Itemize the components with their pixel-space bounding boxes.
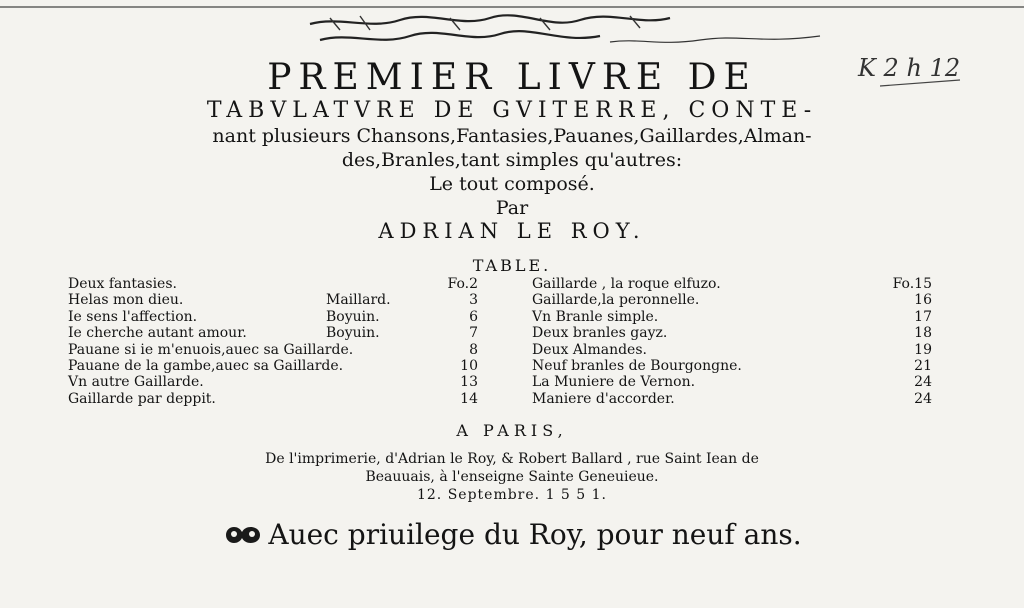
toc-folio: 6	[469, 308, 478, 325]
toc-row	[68, 391, 478, 407]
toc-row	[68, 374, 478, 390]
title-line-6: Par	[495, 197, 529, 219]
toc-row	[532, 292, 932, 308]
table-heading: TABLE.	[472, 256, 552, 275]
toc-title: Pauane de la gambe,auec sa Gaillarde.	[68, 357, 344, 374]
toc-title: Ie sens l'affection.	[68, 308, 198, 325]
toc-folio: 8	[469, 341, 478, 358]
toc-folio: 13	[460, 374, 478, 391]
toc-title: Pauane si ie m'enuois,auec sa Gaillarde.	[68, 341, 354, 358]
toc-folio: 24	[914, 390, 932, 407]
toc-title: Gaillarde , la roque elfuzo.	[532, 276, 721, 292]
toc-row	[68, 342, 478, 358]
toc-folio: Fo.15	[892, 276, 932, 292]
toc-folio: 10	[460, 357, 478, 374]
toc-row	[532, 342, 932, 358]
toc-folio: 3	[469, 292, 478, 309]
toc-row	[68, 325, 478, 341]
toc-title: Vn Branle simple.	[532, 308, 659, 325]
toc-folio: 19	[914, 341, 932, 358]
toc-composer: Boyuin.	[326, 308, 380, 325]
author-name: ADRIAN LE ROY.	[378, 219, 646, 243]
toc-row	[532, 309, 932, 325]
toc-folio: 17	[914, 308, 932, 325]
title-line-3: nant plusieurs Chansons,Fantasies,Pauanes,Gaillardes,Alman-	[212, 125, 812, 147]
toc-folio: 18	[914, 325, 932, 342]
toc-title: Vn autre Gaillarde.	[68, 374, 204, 391]
table-right-column	[532, 276, 932, 407]
privilege-line	[0, 516, 1024, 554]
toc-title: Maniere d'accorder.	[532, 390, 675, 407]
toc-composer: Maillard.	[326, 292, 391, 309]
imprint-city: A PARIS,	[456, 421, 568, 440]
toc-row	[68, 292, 478, 308]
title-line-4: des,Branles,tant simples qu'autres:	[341, 149, 683, 171]
toc-folio: 7	[469, 325, 478, 342]
imprint-line-1: De l'imprimerie, d'Adrian le Roy, & Robert Ballard , rue Saint Iean de	[265, 451, 759, 467]
toc-folio: 21	[914, 357, 932, 374]
title-line-1: PREMIER LIVRE DE	[267, 57, 757, 98]
toc-folio: Fo.2	[447, 276, 478, 292]
title-line-2: TABVLATVRE DE GVITERRE, CONTE-	[206, 98, 818, 123]
privilege-text: Auec priuilege du Roy, pour neuf ans.	[268, 518, 802, 551]
toc-folio: 16	[914, 292, 932, 309]
svg-text:K 2 h 12: K 2 h 12	[858, 54, 961, 82]
toc-title: Gaillarde,la peronnelle.	[532, 292, 700, 309]
toc-row	[532, 358, 932, 374]
toc-row	[68, 309, 478, 325]
toc-row	[532, 374, 932, 390]
toc-title: Ie cherche autant amour.	[68, 325, 247, 342]
table-left-column	[68, 276, 478, 407]
toc-composer: Boyuin.	[326, 325, 380, 342]
toc-folio: 14	[460, 390, 478, 407]
toc-row	[532, 325, 932, 341]
toc-title: Deux fantasies.	[68, 276, 177, 292]
title-line-5: Le tout composé.	[429, 173, 595, 195]
toc-title: Helas mon dieu.	[68, 292, 184, 309]
imprint-line-2: Beauuais, à l'enseigne Sainte Geneuieue.	[365, 469, 659, 485]
toc-row	[68, 358, 478, 374]
toc-folio: 24	[914, 374, 932, 391]
toc-title: Gaillarde par deppit.	[68, 390, 216, 407]
fleuron-ornament-icon	[222, 522, 264, 548]
imprint-date: 12. Septembre. 1 5 5 1.	[416, 487, 607, 503]
toc-title: Neuf branles de Bourgongne.	[532, 357, 742, 374]
toc-row	[532, 276, 932, 292]
page-edge-line	[0, 6, 1024, 8]
toc-title: Deux Almandes.	[532, 341, 647, 358]
handwritten-inscription-graphic	[300, 12, 860, 54]
toc-row	[68, 276, 478, 292]
toc-title: La Muniere de Vernon.	[532, 374, 696, 391]
toc-row	[532, 391, 932, 407]
toc-title: Deux branles gayz.	[532, 325, 668, 342]
